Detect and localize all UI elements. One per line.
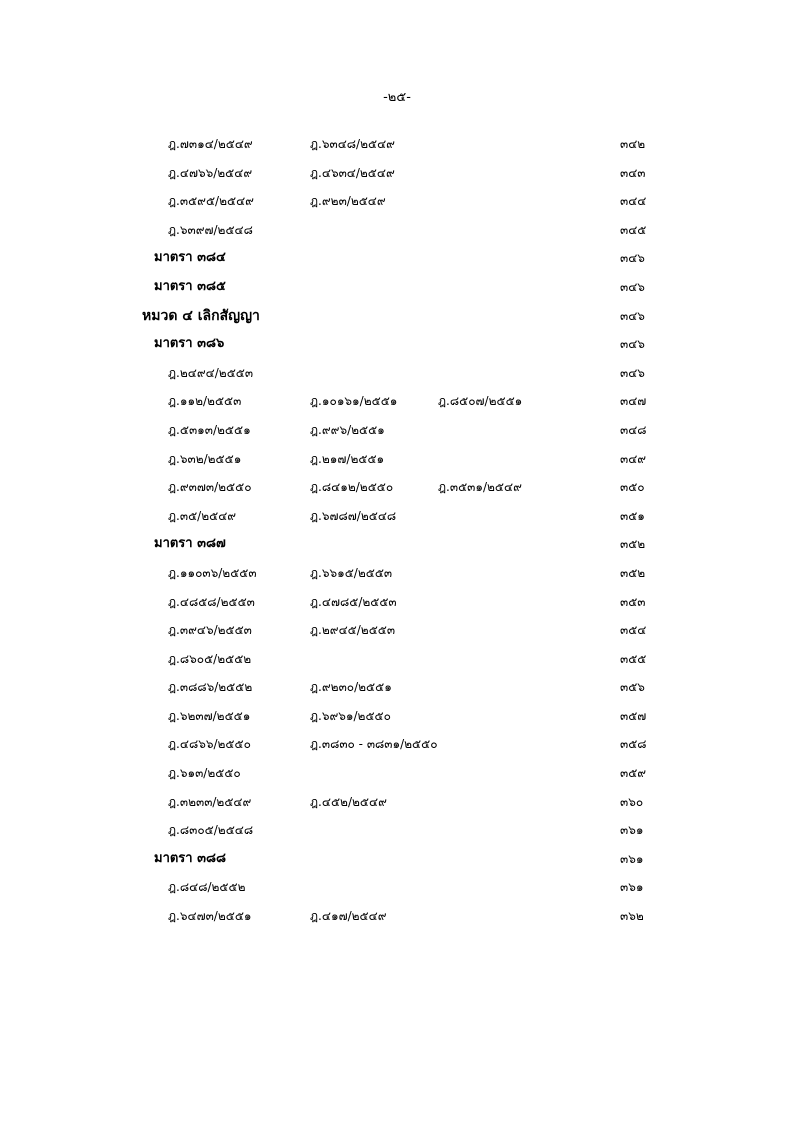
- chapter-heading-row: [0, 302, 794, 331]
- section-title: มาตรา ๓๘๕: [154, 278, 226, 294]
- case-ref-1: ฎ.๘๔๘/๒๕๕๒: [168, 880, 246, 895]
- index-row: [0, 759, 794, 788]
- case-ref-3: ฎ.๓๕๓๑/๒๕๔๙: [438, 480, 522, 495]
- index-row: [0, 788, 794, 817]
- section-heading-row: [0, 530, 794, 559]
- case-ref-2: ฎ.๒๑๗/๒๕๕๑: [310, 451, 385, 466]
- page-ref: ๓๔๖: [620, 337, 645, 352]
- case-ref-2: ฎ.๖๓๔๘/๒๕๔๙: [310, 137, 395, 151]
- case-ref-3: ฎ.๘๕๐๗/๒๕๕๑: [438, 394, 523, 409]
- case-ref-1: ฎ.๔๘๖๖/๒๕๕๐: [168, 737, 251, 752]
- case-ref-1: ฎ.๘๖๐๕/๒๕๕๒: [168, 651, 252, 666]
- page-ref: ๓๔๗: [620, 394, 647, 409]
- case-ref-1: ฎ.๖๔๗๓/๒๕๕๑: [168, 909, 252, 924]
- page-ref: ๓๕๓: [620, 594, 646, 609]
- page-ref: ๓๔๔: [620, 194, 647, 209]
- section-title: มาตรา ๓๘๗: [154, 536, 226, 552]
- page-ref: ๓๔๖: [620, 251, 645, 266]
- index-row: [0, 873, 794, 902]
- case-ref-1: ฎ.๖๓๒/๒๕๕๑: [168, 451, 242, 466]
- page-ref: ๓๔๕: [620, 222, 647, 237]
- index-row: [0, 502, 794, 531]
- section-title: มาตรา ๓๘๘: [154, 850, 227, 866]
- index-row: [0, 673, 794, 702]
- page-ref: ๓๔๓: [620, 165, 646, 180]
- case-ref-1: ฎ.๓๕๙๕/๒๕๔๙: [168, 194, 254, 209]
- page-ref: ๓๕๔: [620, 623, 647, 638]
- index-row: [0, 559, 794, 588]
- case-ref-2: ฎ.๖๖๑๕/๒๕๕๓: [310, 565, 393, 580]
- page-ref: ๓๔๒: [620, 137, 646, 151]
- case-ref-1: ฎ.๕๓๑๓/๒๕๕๑: [168, 422, 251, 437]
- page-ref: ๓๕๘: [620, 737, 647, 752]
- index-row: [0, 473, 794, 502]
- case-ref-1: ฎ.๔๗๖๖/๒๕๔๙: [168, 165, 253, 180]
- case-ref-2: ฎ.๙๒๓/๒๕๔๙: [310, 194, 386, 209]
- case-ref-1: ฎ.๖๓๙๗/๒๕๔๘: [168, 222, 253, 237]
- page-ref: ๓๕๕: [620, 651, 647, 666]
- section-heading-row: [0, 845, 794, 874]
- page-ref: ๓๔๙: [620, 451, 647, 466]
- section-heading-row: [0, 244, 794, 273]
- page-ref: ๓๕๒: [620, 565, 646, 580]
- case-ref-1: ฎ.๖๒๓๗/๒๕๕๑: [168, 708, 251, 723]
- index-row: [0, 159, 794, 188]
- case-ref-2: ฎ.๖๗๘๗/๒๕๔๘: [310, 508, 397, 523]
- page-ref: ๓๖๑: [620, 823, 644, 838]
- index-row: [0, 216, 794, 245]
- case-ref-1: ฎ.๗๓๑๔/๒๕๔๙: [168, 137, 253, 151]
- case-ref-2: ฎ.๔๖๓๔/๒๕๔๙: [310, 165, 395, 180]
- case-ref-1: ฎ.๖๑๓/๒๕๕๐: [168, 766, 241, 781]
- index-row: [0, 816, 794, 845]
- index-row: [0, 130, 794, 159]
- index-row: [0, 645, 794, 674]
- page-ref: ๓๖๑: [620, 880, 644, 895]
- page-ref: ๓๕๖: [620, 680, 645, 695]
- case-ref-1: ฎ.๑๑๐๓๖/๒๕๕๓: [168, 565, 257, 580]
- index-row: [0, 445, 794, 474]
- case-ref-2: ฎ.๒๙๔๕/๒๕๕๓: [310, 623, 396, 638]
- page-ref: ๓๖๐: [620, 794, 644, 809]
- case-ref-1: ฎ.๘๓๐๕/๒๕๔๘: [168, 823, 254, 838]
- case-ref-1: ฎ.๒๔๙๔/๒๕๕๓: [168, 365, 254, 380]
- index-row: [0, 730, 794, 759]
- chapter-title: หมวด ๔ เลิกสัญญา: [142, 307, 260, 324]
- page-ref: ๓๔๖: [620, 279, 645, 294]
- section-title: มาตรา ๓๘๔: [154, 250, 226, 266]
- section-title: มาตรา ๓๘๖: [154, 336, 225, 352]
- page-ref: ๓๔๖: [620, 308, 645, 323]
- index-row: [0, 187, 794, 216]
- index-row: [0, 902, 794, 931]
- page-number: -๒๕-: [383, 90, 411, 105]
- case-ref-2: ฎ.๔๗๘๕/๒๕๕๓: [310, 594, 397, 609]
- index-row: [0, 702, 794, 731]
- page-ref: ๓๔๖: [620, 365, 645, 380]
- case-ref-1: ฎ.๑๑๒/๒๕๕๓: [168, 394, 242, 409]
- case-ref-1: ฎ.๙๓๗๓/๒๕๕๐: [168, 480, 252, 495]
- index-row: [0, 387, 794, 416]
- case-ref-1: ฎ.๔๘๕๘/๒๕๕๓: [168, 594, 255, 609]
- section-heading-row: [0, 273, 794, 302]
- index-row: [0, 588, 794, 617]
- page-ref: ๓๕๐: [620, 480, 645, 495]
- case-ref-1: ฎ.๓๘๘๖/๒๕๕๒: [168, 680, 253, 695]
- case-ref-2: ฎ.๘๔๑๒/๒๕๕๐: [310, 480, 394, 495]
- page-ref: ๓๕๙: [620, 766, 647, 781]
- case-ref-1: ฎ.๓๕/๒๕๔๙: [168, 508, 237, 523]
- section-heading-row: [0, 330, 794, 359]
- page-ref: ๓๔๘: [620, 422, 647, 437]
- page-ref: ๓๖๑: [620, 851, 644, 866]
- case-ref-2: ฎ.๙๙๖/๒๕๕๑: [310, 422, 385, 437]
- page-ref: ๓๕๒: [620, 537, 646, 552]
- index-row: [0, 616, 794, 645]
- index-row: [0, 359, 794, 388]
- index-list: [0, 130, 794, 931]
- case-ref-1: ฎ.๓๙๔๖/๒๕๕๓: [168, 623, 252, 638]
- case-ref-2: ฎ.๓๘๓๐ - ๓๘๓๑/๒๕๕๐: [310, 737, 438, 752]
- index-row: [0, 416, 794, 445]
- page-ref: ๓๖๒: [620, 909, 644, 924]
- case-ref-2: ฎ.๔๕๒/๒๕๔๙: [310, 794, 387, 809]
- page-ref: ๓๕๑: [620, 508, 645, 523]
- case-ref-2: ฎ.๔๑๗/๒๕๔๙: [310, 909, 387, 924]
- page-ref: ๓๕๗: [620, 708, 647, 723]
- case-ref-2: ฎ.๖๙๖๑/๒๕๕๐: [310, 708, 391, 723]
- case-ref-2: ฎ.๑๐๑๖๑/๒๕๕๑: [310, 394, 398, 409]
- case-ref-1: ฎ.๓๒๓๓/๒๕๔๙: [168, 794, 252, 809]
- case-ref-2: ฎ.๙๒๓๐/๒๕๕๑: [310, 680, 392, 695]
